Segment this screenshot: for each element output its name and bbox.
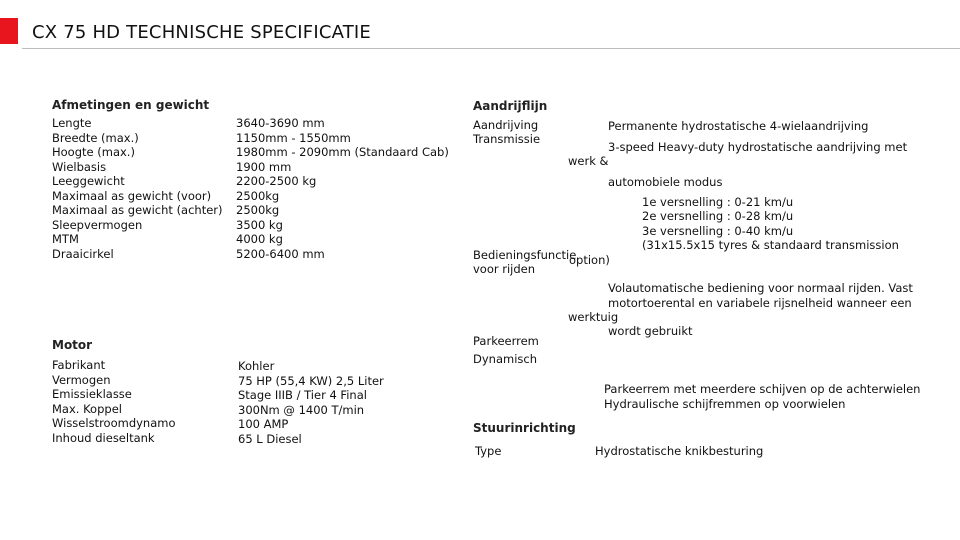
spec-label: Wisselstroomdynamo — [52, 416, 176, 430]
title-divider — [22, 48, 960, 49]
gear-2: 2e versnelling : 0-28 km/u — [642, 209, 794, 223]
gear-1: 1e versnelling : 0-21 km/u — [642, 195, 794, 209]
spec-label: Breedte (max.) — [52, 130, 139, 145]
label-parkeerrem: Parkeerrem — [473, 334, 539, 348]
tyres-note: (31x15.5x15 tyres & standaard transmission — [642, 238, 899, 252]
engine-values — [238, 359, 384, 446]
spec-value: 1150mm - 1550mm — [236, 130, 351, 145]
spec-label: Max. Koppel — [52, 401, 122, 416]
spec-value: 2500kg — [236, 203, 280, 217]
spec-value: 300Nm @ 1400 T/min — [238, 402, 365, 417]
label-transmissie: Transmissie — [473, 132, 541, 146]
bediening-1: Volautomatische bediening voor normaal rijden. Vast — [608, 281, 913, 295]
spec-value: Kohler — [238, 359, 275, 373]
option-text: option) — [569, 253, 610, 267]
spec-label: Emissieklasse — [52, 387, 132, 401]
spec-label: Leeggewicht — [52, 174, 125, 188]
spec-value: 3640-3690 mm — [236, 116, 325, 130]
spec-value: 5200-6400 mm — [236, 246, 325, 261]
steering-heading: Stuurinrichting — [473, 421, 576, 435]
spec-label: Hoogte (max.) — [52, 145, 135, 159]
bediening-3: werktuig — [568, 310, 619, 324]
spec-value: 100 AMP — [238, 417, 289, 431]
spec-value: 3500 kg — [236, 217, 283, 232]
spec-label: Maximaal as gewicht (voor) — [52, 188, 212, 203]
spec-label: Vermogen — [52, 372, 111, 387]
value-transmissie-2: werk & — [568, 154, 609, 168]
label-aandrijving: Aandrijving — [473, 118, 539, 132]
spec-label: Inhoud dieseltank — [52, 430, 155, 445]
dimensions-values — [236, 116, 449, 261]
value-transmissie-1: 3-speed Heavy-duty hydrostatische aandrijving met — [608, 140, 908, 154]
spec-label: Maximaal as gewicht (achter) — [52, 203, 223, 217]
spec-value: 75 HP (55,4 KW) 2,5 Liter — [238, 373, 384, 388]
spec-value: 65 L Diesel — [238, 431, 302, 446]
gear-3: 3e versnelling : 0-40 km/u — [642, 224, 794, 238]
spec-value: Stage IIIB / Tier 4 Final — [238, 388, 367, 402]
spec-label: Fabrikant — [52, 358, 106, 372]
label-bediening: Bedieningsfunctie — [473, 248, 577, 262]
value-transmissie-3: automobiele modus — [608, 175, 723, 189]
parkeerrem-value: Parkeerrem met meerdere schijven op de achterwielen — [604, 382, 921, 396]
dimensions-heading: Afmetingen en gewicht — [52, 98, 210, 112]
label-dynamisch: Dynamisch — [473, 352, 537, 366]
bediening-4: wordt gebruikt — [608, 324, 693, 338]
value-aandrijving: Permanente hydrostatische 4-wielaandrijving — [608, 119, 869, 133]
spec-value: 1900 mm — [236, 159, 292, 174]
dimensions-labels — [52, 116, 223, 261]
page-title: CX 75 HD TECHNISCHE SPECIFICATIE — [32, 22, 371, 43]
spec-value: 1980mm - 2090mm (Standaard Cab) — [236, 145, 449, 159]
spec-value: 2200-2500 kg — [236, 174, 317, 188]
spec-label: Wielbasis — [52, 159, 107, 174]
engine-labels — [52, 358, 176, 445]
spec-label: Lengte — [52, 116, 92, 130]
spec-label: Sleepvermogen — [52, 217, 143, 232]
spec-value: 4000 kg — [236, 232, 283, 246]
dynamisch-value: Hydraulische schijfremmen op voorwielen — [604, 397, 846, 411]
label-bediening-2: voor rijden — [473, 262, 536, 276]
spec-value: 2500kg — [236, 188, 280, 203]
value-type: Hydrostatische knikbesturing — [595, 444, 764, 458]
label-type: Type — [475, 444, 502, 458]
bediening-2: motortoerental en variabele rijsnelheid wanneer een — [608, 296, 912, 310]
spec-label: MTM — [52, 232, 79, 246]
spec-label: Draaicirkel — [52, 246, 114, 261]
engine-heading: Motor — [52, 338, 93, 352]
drivetrain-heading: Aandrijflijn — [473, 99, 548, 113]
accent-bar — [0, 18, 18, 44]
